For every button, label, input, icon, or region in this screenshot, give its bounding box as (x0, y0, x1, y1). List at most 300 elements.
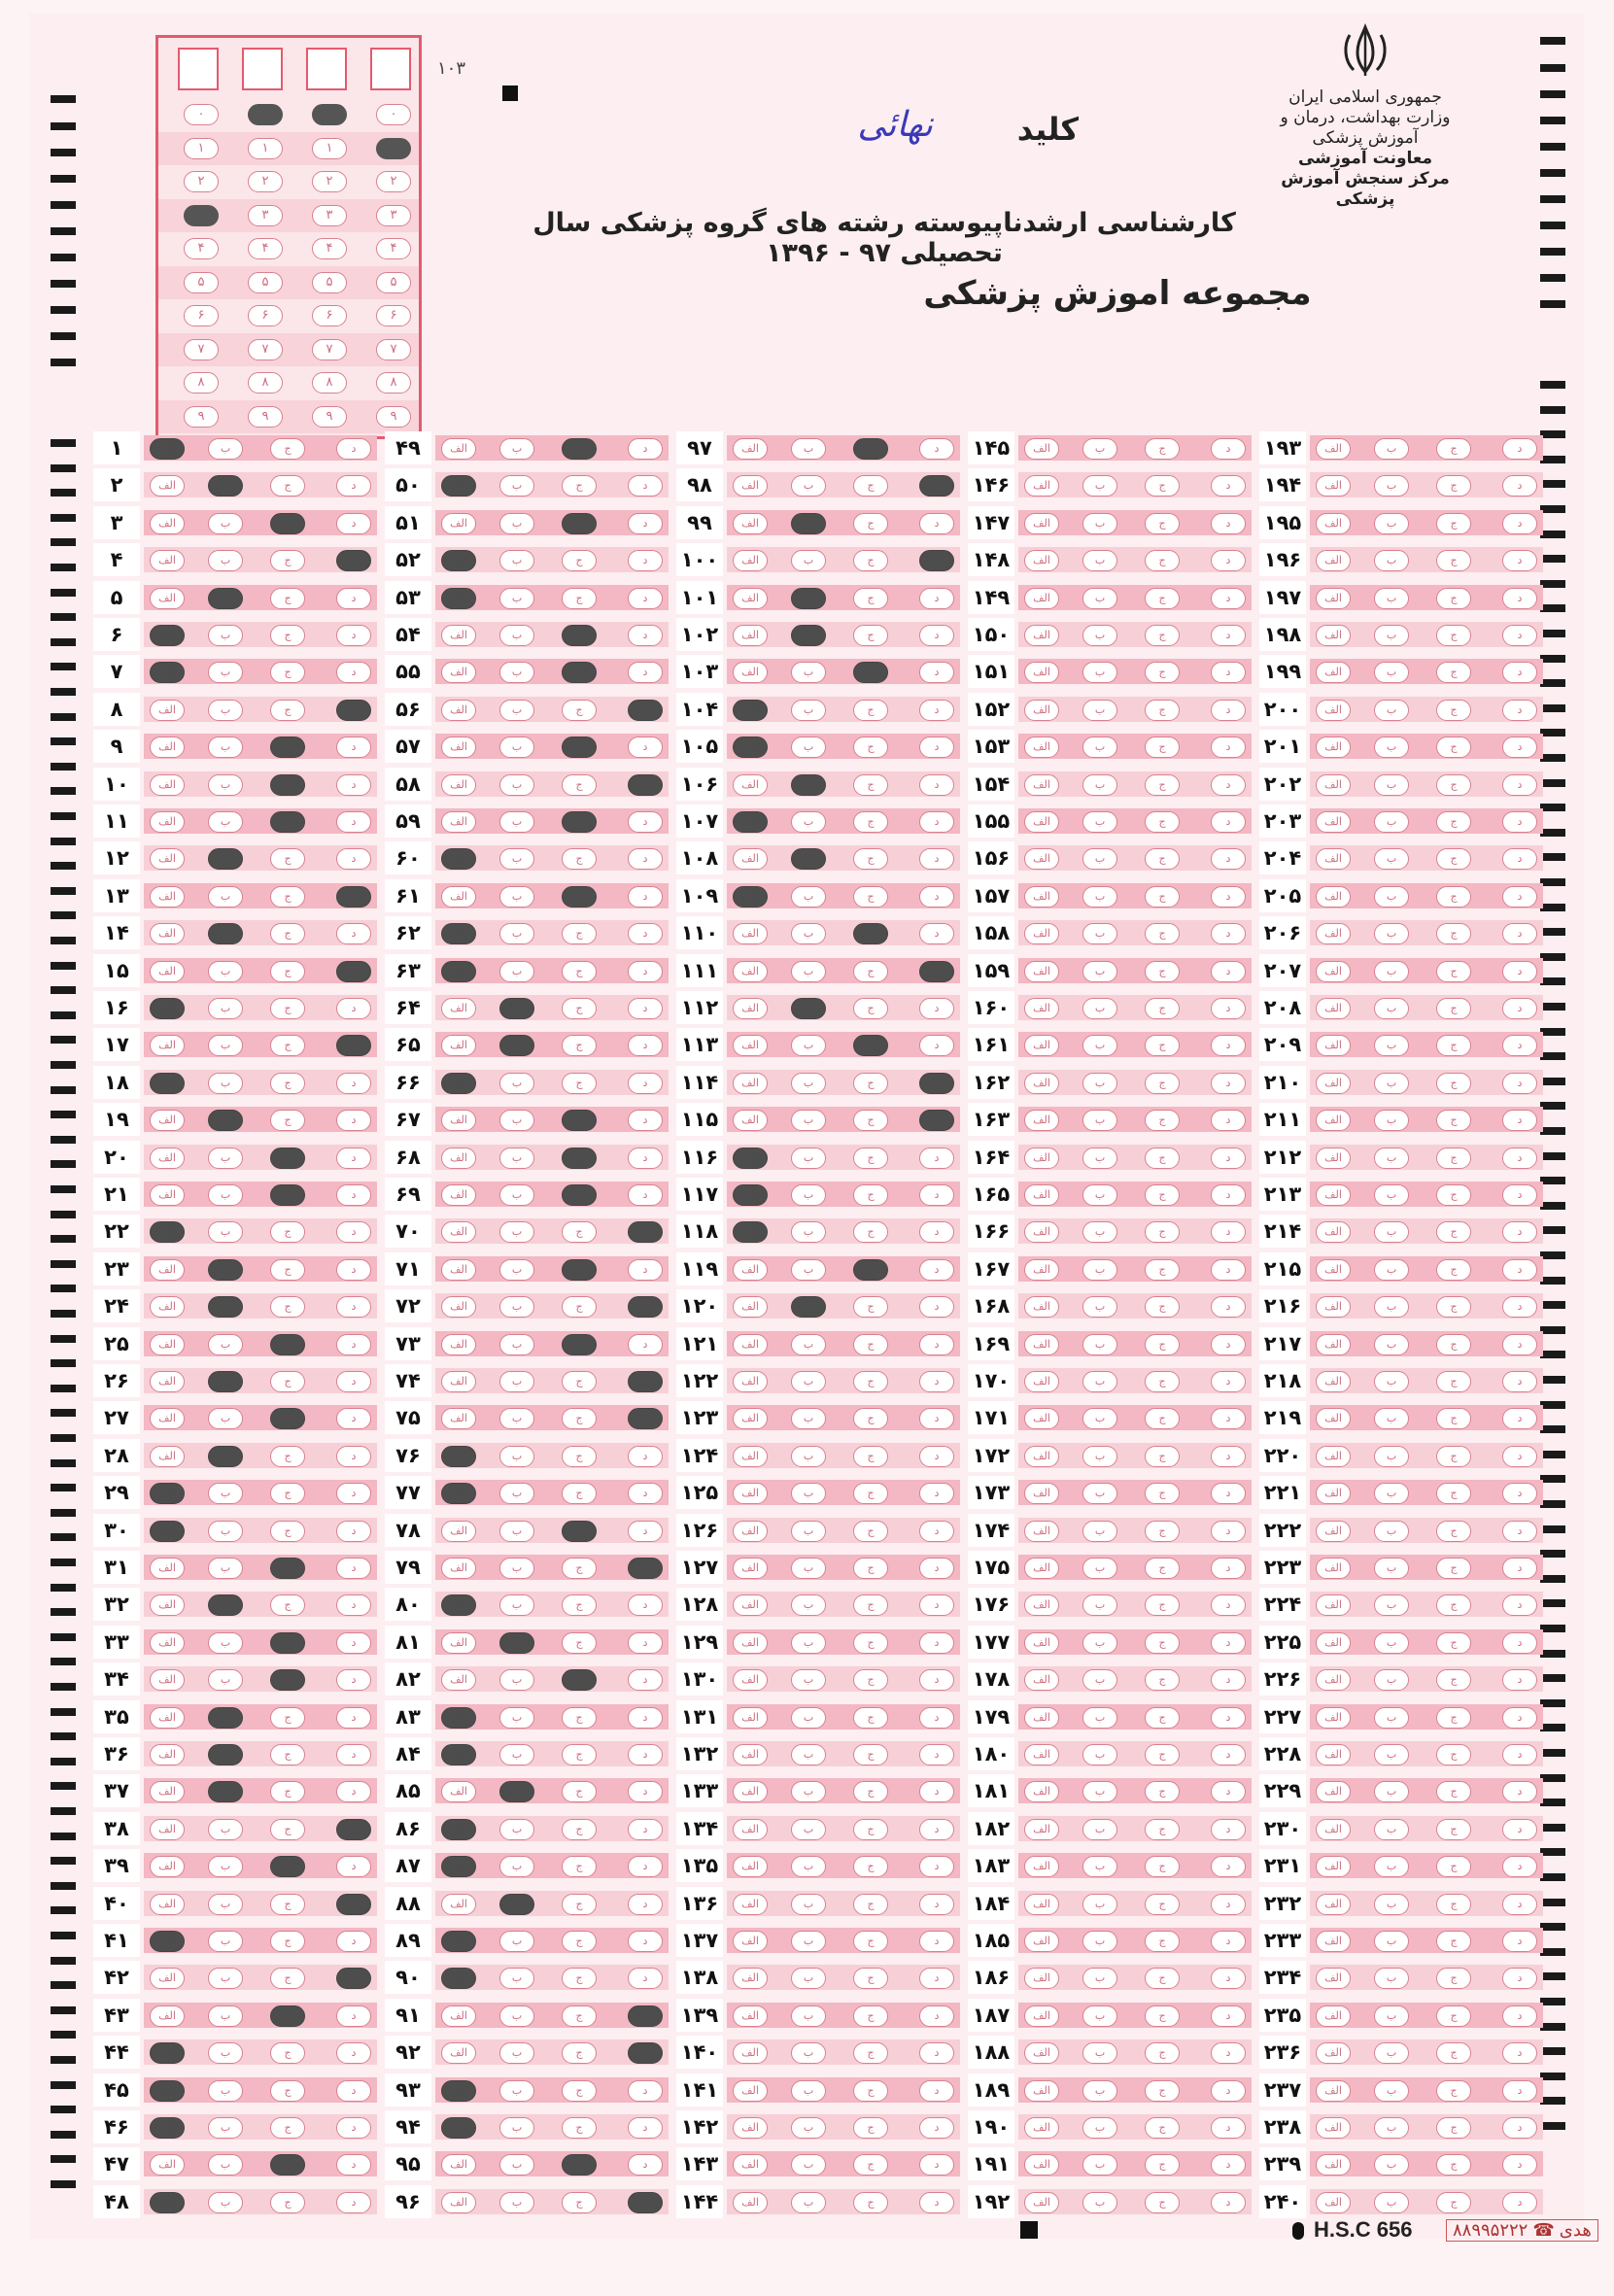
answer-bubble[interactable]: الف (441, 2042, 476, 2064)
answer-bubble[interactable]: الف (150, 1594, 185, 1616)
answer-bubble[interactable]: الف (1316, 1408, 1351, 1429)
answer-bubble[interactable]: ج (853, 1707, 888, 1729)
answer-bubble[interactable]: الف (150, 1110, 185, 1131)
answer-bubble[interactable]: ج (562, 1446, 597, 1467)
answer-bubble[interactable]: ب (1082, 1148, 1117, 1169)
answer-bubble[interactable]: ب (208, 588, 243, 609)
answer-bubble[interactable]: الف (441, 550, 476, 571)
answer-bubble[interactable]: د (336, 1408, 371, 1429)
answer-bubble[interactable]: د (919, 1110, 954, 1131)
answer-bubble[interactable]: د (628, 1632, 663, 1654)
answer-bubble[interactable]: د (628, 1894, 663, 1915)
answer-bubble[interactable]: ب (1374, 588, 1409, 609)
answer-bubble[interactable]: الف (1316, 2080, 1351, 2102)
answer-bubble[interactable]: د (1502, 886, 1537, 908)
answer-bubble[interactable]: ب (791, 1968, 826, 1989)
answer-bubble[interactable]: الف (1316, 1334, 1351, 1355)
answer-bubble[interactable]: د (1502, 475, 1537, 497)
answer-bubble[interactable]: الف (733, 1594, 768, 1616)
answer-bubble[interactable]: ج (562, 1594, 597, 1616)
answer-bubble[interactable]: الف (150, 1184, 185, 1206)
answer-bubble[interactable]: ج (270, 848, 305, 870)
answer-bubble[interactable]: ج (562, 438, 597, 460)
answer-bubble[interactable]: ج (1145, 475, 1180, 497)
answer-bubble[interactable]: الف (1024, 1781, 1059, 1802)
answer-bubble[interactable]: د (1211, 1110, 1246, 1131)
answer-bubble[interactable]: ج (1145, 550, 1180, 571)
answer-bubble[interactable]: د (919, 961, 954, 982)
answer-bubble[interactable]: ب (1374, 1408, 1409, 1429)
answer-bubble[interactable]: ب (208, 1259, 243, 1281)
answer-bubble[interactable]: ج (1436, 961, 1471, 982)
answer-bubble[interactable]: ج (562, 588, 597, 609)
answer-bubble[interactable]: د (919, 1184, 954, 1206)
answer-bubble[interactable]: ج (1145, 2080, 1180, 2102)
answer-bubble[interactable]: الف (441, 1073, 476, 1094)
answer-bubble[interactable]: د (336, 2080, 371, 2102)
answer-bubble[interactable]: الف (150, 700, 185, 721)
answer-bubble[interactable]: الف (150, 998, 185, 1019)
answer-bubble[interactable]: ج (853, 1035, 888, 1056)
answer-bubble[interactable]: ب (499, 848, 534, 870)
answer-bubble[interactable]: الف (733, 1856, 768, 1877)
answer-bubble[interactable]: الف (1316, 700, 1351, 721)
answer-bubble[interactable]: ب (1374, 1931, 1409, 1952)
answer-bubble[interactable]: ب (1082, 2154, 1117, 2176)
answer-bubble[interactable]: د (628, 2042, 663, 2064)
answer-bubble[interactable]: ب (1082, 1781, 1117, 1802)
answer-bubble[interactable]: د (336, 1073, 371, 1094)
answer-bubble[interactable]: ب (1374, 1594, 1409, 1616)
answer-bubble[interactable]: د (1502, 2192, 1537, 2213)
answer-bubble[interactable]: ج (1436, 1669, 1471, 1691)
answer-bubble[interactable]: ب (499, 625, 534, 646)
answer-bubble[interactable]: الف (150, 625, 185, 646)
answer-bubble[interactable]: ب (1082, 923, 1117, 944)
answer-bubble[interactable]: الف (441, 811, 476, 833)
answer-bubble[interactable]: الف (441, 923, 476, 944)
answer-bubble[interactable]: د (336, 961, 371, 982)
answer-bubble[interactable]: ب (1374, 1968, 1409, 1989)
answer-bubble[interactable]: الف (150, 1296, 185, 1318)
answer-bubble[interactable]: الف (150, 1483, 185, 1504)
answer-bubble[interactable]: الف (150, 1371, 185, 1392)
answer-bubble[interactable]: الف (1024, 550, 1059, 571)
answer-bubble[interactable]: ج (853, 1632, 888, 1654)
answer-bubble[interactable]: ج (270, 811, 305, 833)
answer-bubble[interactable]: ب (791, 1259, 826, 1281)
answer-bubble[interactable]: ب (499, 998, 534, 1019)
answer-bubble[interactable]: الف (441, 1296, 476, 1318)
answer-bubble[interactable]: ب (208, 1558, 243, 1579)
answer-bubble[interactable]: د (1502, 811, 1537, 833)
answer-bubble[interactable]: ب (791, 737, 826, 758)
answer-bubble[interactable]: ج (1145, 1483, 1180, 1504)
answer-bubble[interactable]: ج (1145, 1221, 1180, 1243)
answer-bubble[interactable]: ب (1374, 475, 1409, 497)
answer-bubble[interactable]: ج (562, 811, 597, 833)
id-bubble[interactable]: ۷ (248, 339, 283, 360)
answer-bubble[interactable]: الف (1024, 961, 1059, 982)
answer-bubble[interactable]: د (628, 475, 663, 497)
answer-bubble[interactable]: د (1211, 1894, 1246, 1915)
answer-bubble[interactable]: الف (733, 625, 768, 646)
answer-bubble[interactable]: الف (150, 2005, 185, 2027)
answer-bubble[interactable]: الف (1316, 1148, 1351, 1169)
answer-bubble[interactable]: د (628, 1968, 663, 1989)
answer-bubble[interactable]: ب (1082, 513, 1117, 534)
answer-bubble[interactable]: د (628, 700, 663, 721)
answer-bubble[interactable]: ب (1082, 1707, 1117, 1729)
answer-bubble[interactable]: الف (1024, 1744, 1059, 1765)
answer-bubble[interactable]: ب (1374, 2117, 1409, 2139)
answer-bubble[interactable]: ج (562, 1744, 597, 1765)
id-bubble[interactable]: ۷ (376, 339, 411, 360)
answer-bubble[interactable]: ج (853, 1184, 888, 1206)
answer-bubble[interactable]: ب (499, 886, 534, 908)
answer-bubble[interactable]: ب (208, 625, 243, 646)
answer-bubble[interactable]: ب (1374, 737, 1409, 758)
answer-bubble[interactable]: د (919, 1073, 954, 1094)
answer-bubble[interactable]: الف (733, 1221, 768, 1243)
answer-bubble[interactable]: الف (150, 1221, 185, 1243)
answer-bubble[interactable]: ب (499, 1035, 534, 1056)
answer-bubble[interactable]: الف (733, 811, 768, 833)
answer-bubble[interactable]: الف (150, 1632, 185, 1654)
answer-bubble[interactable]: الف (150, 848, 185, 870)
answer-bubble[interactable]: ب (499, 1894, 534, 1915)
answer-bubble[interactable]: الف (1024, 1968, 1059, 1989)
answer-bubble[interactable]: ب (499, 1931, 534, 1952)
answer-bubble[interactable]: ج (1145, 737, 1180, 758)
answer-bubble[interactable]: د (919, 513, 954, 534)
answer-bubble[interactable]: د (628, 1819, 663, 1840)
answer-bubble[interactable]: ج (562, 1148, 597, 1169)
answer-bubble[interactable]: الف (441, 848, 476, 870)
answer-bubble[interactable]: ج (270, 1371, 305, 1392)
answer-bubble[interactable]: الف (1316, 1707, 1351, 1729)
answer-bubble[interactable]: ب (1082, 2080, 1117, 2102)
answer-bubble[interactable]: د (1211, 1259, 1246, 1281)
id-digit-box[interactable] (306, 48, 347, 90)
answer-bubble[interactable]: ب (791, 662, 826, 683)
answer-bubble[interactable]: د (628, 1781, 663, 1802)
answer-bubble[interactable]: ب (1374, 1483, 1409, 1504)
answer-bubble[interactable]: ب (791, 1334, 826, 1355)
answer-bubble[interactable]: د (919, 1296, 954, 1318)
answer-bubble[interactable]: الف (441, 998, 476, 1019)
answer-bubble[interactable]: د (628, 2192, 663, 2213)
answer-bubble[interactable]: د (919, 923, 954, 944)
answer-bubble[interactable]: الف (441, 2080, 476, 2102)
answer-bubble[interactable]: د (1502, 774, 1537, 796)
answer-bubble[interactable]: د (919, 2192, 954, 2213)
answer-bubble[interactable]: ج (1436, 2192, 1471, 2213)
answer-bubble[interactable]: د (336, 2192, 371, 2213)
answer-bubble[interactable]: ب (208, 1446, 243, 1467)
answer-bubble[interactable]: د (919, 2154, 954, 2176)
answer-bubble[interactable]: الف (733, 2154, 768, 2176)
answer-bubble[interactable]: الف (150, 550, 185, 571)
answer-bubble[interactable]: الف (1316, 811, 1351, 833)
answer-bubble[interactable]: ج (1436, 1931, 1471, 1952)
answer-bubble[interactable]: د (336, 438, 371, 460)
answer-bubble[interactable]: ج (853, 886, 888, 908)
answer-bubble[interactable]: د (919, 774, 954, 796)
answer-bubble[interactable]: د (628, 588, 663, 609)
answer-bubble[interactable]: ج (853, 1259, 888, 1281)
answer-bubble[interactable]: د (1211, 513, 1246, 534)
answer-bubble[interactable]: ب (1082, 438, 1117, 460)
answer-bubble[interactable]: ب (1374, 1184, 1409, 1206)
answer-bubble[interactable]: ب (208, 1632, 243, 1654)
answer-bubble[interactable]: د (336, 1744, 371, 1765)
answer-bubble[interactable]: د (336, 1931, 371, 1952)
answer-bubble[interactable]: ج (1145, 1894, 1180, 1915)
answer-bubble[interactable]: د (919, 588, 954, 609)
answer-bubble[interactable]: الف (441, 737, 476, 758)
answer-bubble[interactable]: د (628, 1483, 663, 1504)
answer-bubble[interactable]: د (919, 1594, 954, 1616)
id-bubble[interactable]: ۷ (312, 339, 347, 360)
id-bubble[interactable]: ۹ (248, 406, 283, 428)
answer-bubble[interactable]: ب (791, 998, 826, 1019)
answer-bubble[interactable]: د (336, 1371, 371, 1392)
answer-bubble[interactable]: د (336, 1594, 371, 1616)
answer-bubble[interactable]: ج (1145, 1408, 1180, 1429)
id-bubble[interactable]: ۳ (312, 205, 347, 226)
answer-bubble[interactable]: ج (853, 2117, 888, 2139)
answer-bubble[interactable]: الف (1024, 438, 1059, 460)
answer-bubble[interactable]: د (1211, 1931, 1246, 1952)
answer-bubble[interactable]: د (919, 1894, 954, 1915)
answer-bubble[interactable]: د (336, 886, 371, 908)
answer-bubble[interactable]: ب (791, 2005, 826, 2027)
answer-bubble[interactable]: ج (270, 1110, 305, 1131)
answer-bubble[interactable]: ج (1145, 998, 1180, 1019)
answer-bubble[interactable]: د (919, 2117, 954, 2139)
answer-bubble[interactable]: د (1502, 1781, 1537, 1802)
answer-bubble[interactable]: الف (1316, 1521, 1351, 1542)
answer-bubble[interactable]: ج (562, 1334, 597, 1355)
answer-bubble[interactable]: الف (733, 1483, 768, 1504)
answer-bubble[interactable]: د (628, 1931, 663, 1952)
answer-bubble[interactable]: ج (1145, 2154, 1180, 2176)
id-bubble[interactable]: ۸ (184, 372, 219, 394)
answer-bubble[interactable]: ب (499, 1073, 534, 1094)
answer-bubble[interactable]: الف (1024, 811, 1059, 833)
answer-bubble[interactable]: الف (150, 1408, 185, 1429)
answer-bubble[interactable]: د (1211, 1968, 1246, 1989)
answer-bubble[interactable]: الف (441, 700, 476, 721)
answer-bubble[interactable]: الف (441, 886, 476, 908)
answer-bubble[interactable]: ج (853, 1371, 888, 1392)
answer-bubble[interactable]: الف (733, 1408, 768, 1429)
answer-bubble[interactable]: ج (1436, 1483, 1471, 1504)
answer-bubble[interactable]: د (1211, 438, 1246, 460)
answer-bubble[interactable]: ج (1145, 438, 1180, 460)
answer-bubble[interactable]: ج (853, 1408, 888, 1429)
answer-bubble[interactable]: ب (499, 1259, 534, 1281)
answer-bubble[interactable]: ب (499, 1968, 534, 1989)
answer-bubble[interactable]: د (1502, 1856, 1537, 1877)
answer-bubble[interactable]: ج (1145, 2192, 1180, 2213)
answer-bubble[interactable]: ج (853, 588, 888, 609)
answer-bubble[interactable]: ج (562, 1707, 597, 1729)
answer-bubble[interactable]: ب (208, 2154, 243, 2176)
answer-bubble[interactable]: د (336, 1035, 371, 1056)
answer-bubble[interactable]: ج (270, 1408, 305, 1429)
answer-bubble[interactable]: الف (1024, 848, 1059, 870)
answer-bubble[interactable]: د (919, 811, 954, 833)
answer-bubble[interactable]: الف (441, 2192, 476, 2213)
answer-bubble[interactable]: ج (270, 1446, 305, 1467)
answer-bubble[interactable]: ب (1082, 1594, 1117, 1616)
answer-bubble[interactable]: الف (150, 2117, 185, 2139)
answer-bubble[interactable]: ب (208, 2005, 243, 2027)
answer-bubble[interactable]: د (336, 475, 371, 497)
answer-bubble[interactable]: الف (150, 1073, 185, 1094)
answer-bubble[interactable]: ج (1145, 1296, 1180, 1318)
answer-bubble[interactable]: ج (1145, 961, 1180, 982)
answer-bubble[interactable]: ب (1374, 700, 1409, 721)
answer-bubble[interactable]: ب (499, 1184, 534, 1206)
answer-bubble[interactable]: د (628, 923, 663, 944)
id-bubble[interactable]: ۲ (312, 171, 347, 192)
id-bubble[interactable]: ۷ (184, 339, 219, 360)
answer-bubble[interactable]: ج (1145, 923, 1180, 944)
answer-bubble[interactable]: ب (1082, 886, 1117, 908)
answer-bubble[interactable]: ب (499, 475, 534, 497)
answer-bubble[interactable]: ج (1436, 625, 1471, 646)
answer-bubble[interactable]: د (1211, 1558, 1246, 1579)
answer-bubble[interactable]: ب (791, 1371, 826, 1392)
answer-bubble[interactable]: ب (1082, 811, 1117, 833)
answer-bubble[interactable]: ب (499, 1408, 534, 1429)
answer-bubble[interactable]: ج (1145, 1707, 1180, 1729)
answer-bubble[interactable]: ب (1374, 662, 1409, 683)
answer-bubble[interactable]: د (628, 625, 663, 646)
answer-bubble[interactable]: د (1502, 2005, 1537, 2027)
answer-bubble[interactable]: الف (1024, 886, 1059, 908)
answer-bubble[interactable]: ج (1436, 886, 1471, 908)
answer-bubble[interactable]: الف (1316, 1594, 1351, 1616)
answer-bubble[interactable]: الف (441, 1334, 476, 1355)
answer-bubble[interactable]: د (919, 886, 954, 908)
answer-bubble[interactable]: د (1502, 588, 1537, 609)
answer-bubble[interactable]: ب (208, 1669, 243, 1691)
answer-bubble[interactable]: د (628, 774, 663, 796)
answer-bubble[interactable]: د (628, 1408, 663, 1429)
answer-bubble[interactable]: ج (853, 1483, 888, 1504)
answer-bubble[interactable]: الف (441, 1184, 476, 1206)
answer-bubble[interactable]: الف (1024, 1035, 1059, 1056)
id-bubble[interactable]: ۰ (376, 104, 411, 125)
answer-bubble[interactable]: الف (441, 1259, 476, 1281)
answer-bubble[interactable]: الف (150, 2192, 185, 2213)
answer-bubble[interactable]: د (1211, 1856, 1246, 1877)
answer-bubble[interactable]: ب (1374, 1894, 1409, 1915)
id-bubble[interactable]: ۶ (248, 305, 283, 326)
answer-bubble[interactable]: د (1211, 1184, 1246, 1206)
answer-bubble[interactable]: ج (1436, 1184, 1471, 1206)
answer-bubble[interactable]: الف (733, 2005, 768, 2027)
answer-bubble[interactable]: الف (1316, 1632, 1351, 1654)
answer-bubble[interactable]: ج (270, 475, 305, 497)
answer-bubble[interactable]: الف (1024, 1446, 1059, 1467)
answer-bubble[interactable]: الف (1316, 886, 1351, 908)
answer-bubble[interactable]: الف (1316, 662, 1351, 683)
answer-bubble[interactable]: ج (853, 774, 888, 796)
answer-bubble[interactable]: ب (791, 923, 826, 944)
answer-bubble[interactable]: الف (1024, 1819, 1059, 1840)
answer-bubble[interactable]: ج (1436, 1781, 1471, 1802)
answer-bubble[interactable]: ب (1374, 1073, 1409, 1094)
answer-bubble[interactable]: ج (1436, 848, 1471, 870)
answer-bubble[interactable]: ب (208, 1521, 243, 1542)
answer-bubble[interactable]: الف (733, 1334, 768, 1355)
answer-bubble[interactable]: الف (733, 1558, 768, 1579)
answer-bubble[interactable]: ب (1374, 1632, 1409, 1654)
answer-bubble[interactable]: ب (499, 2117, 534, 2139)
answer-bubble[interactable]: ب (208, 1110, 243, 1131)
answer-bubble[interactable]: د (1502, 737, 1537, 758)
answer-bubble[interactable]: ب (499, 1148, 534, 1169)
answer-bubble[interactable]: ب (791, 1594, 826, 1616)
answer-bubble[interactable]: ب (791, 811, 826, 833)
answer-bubble[interactable]: د (628, 2005, 663, 2027)
answer-bubble[interactable]: ب (791, 1184, 826, 1206)
answer-bubble[interactable]: الف (441, 475, 476, 497)
answer-bubble[interactable]: د (336, 1483, 371, 1504)
answer-bubble[interactable]: د (1502, 1594, 1537, 1616)
answer-bubble[interactable]: الف (1024, 588, 1059, 609)
answer-bubble[interactable]: ج (562, 1669, 597, 1691)
answer-bubble[interactable]: ج (1436, 2117, 1471, 2139)
answer-bubble[interactable]: ج (1436, 998, 1471, 1019)
answer-bubble[interactable]: د (1502, 1408, 1537, 1429)
answer-bubble[interactable]: ج (1145, 1632, 1180, 1654)
answer-bubble[interactable]: د (919, 625, 954, 646)
answer-bubble[interactable]: ج (270, 625, 305, 646)
answer-bubble[interactable]: ب (499, 774, 534, 796)
answer-bubble[interactable]: ج (270, 1744, 305, 1765)
answer-bubble[interactable]: ج (270, 1184, 305, 1206)
answer-bubble[interactable]: الف (1316, 1446, 1351, 1467)
answer-bubble[interactable]: د (1502, 1184, 1537, 1206)
answer-bubble[interactable]: الف (1316, 2042, 1351, 2064)
answer-bubble[interactable]: ب (1082, 1968, 1117, 1989)
answer-bubble[interactable]: الف (1316, 1035, 1351, 1056)
answer-bubble[interactable]: ج (1436, 2042, 1471, 2064)
answer-bubble[interactable]: د (336, 2117, 371, 2139)
answer-bubble[interactable]: ب (208, 662, 243, 683)
answer-bubble[interactable]: الف (150, 774, 185, 796)
answer-bubble[interactable]: الف (1024, 513, 1059, 534)
answer-bubble[interactable]: ج (1436, 1221, 1471, 1243)
answer-bubble[interactable]: د (1211, 2042, 1246, 2064)
answer-bubble[interactable]: ب (1374, 1371, 1409, 1392)
answer-bubble[interactable]: الف (441, 1931, 476, 1952)
answer-bubble[interactable]: د (1211, 1594, 1246, 1616)
answer-bubble[interactable]: الف (150, 1334, 185, 1355)
answer-bubble[interactable]: د (628, 1856, 663, 1877)
answer-bubble[interactable]: د (1502, 1110, 1537, 1131)
answer-bubble[interactable]: ج (853, 1856, 888, 1877)
answer-bubble[interactable]: د (336, 2154, 371, 2176)
answer-bubble[interactable]: ج (562, 737, 597, 758)
answer-bubble[interactable]: الف (441, 662, 476, 683)
